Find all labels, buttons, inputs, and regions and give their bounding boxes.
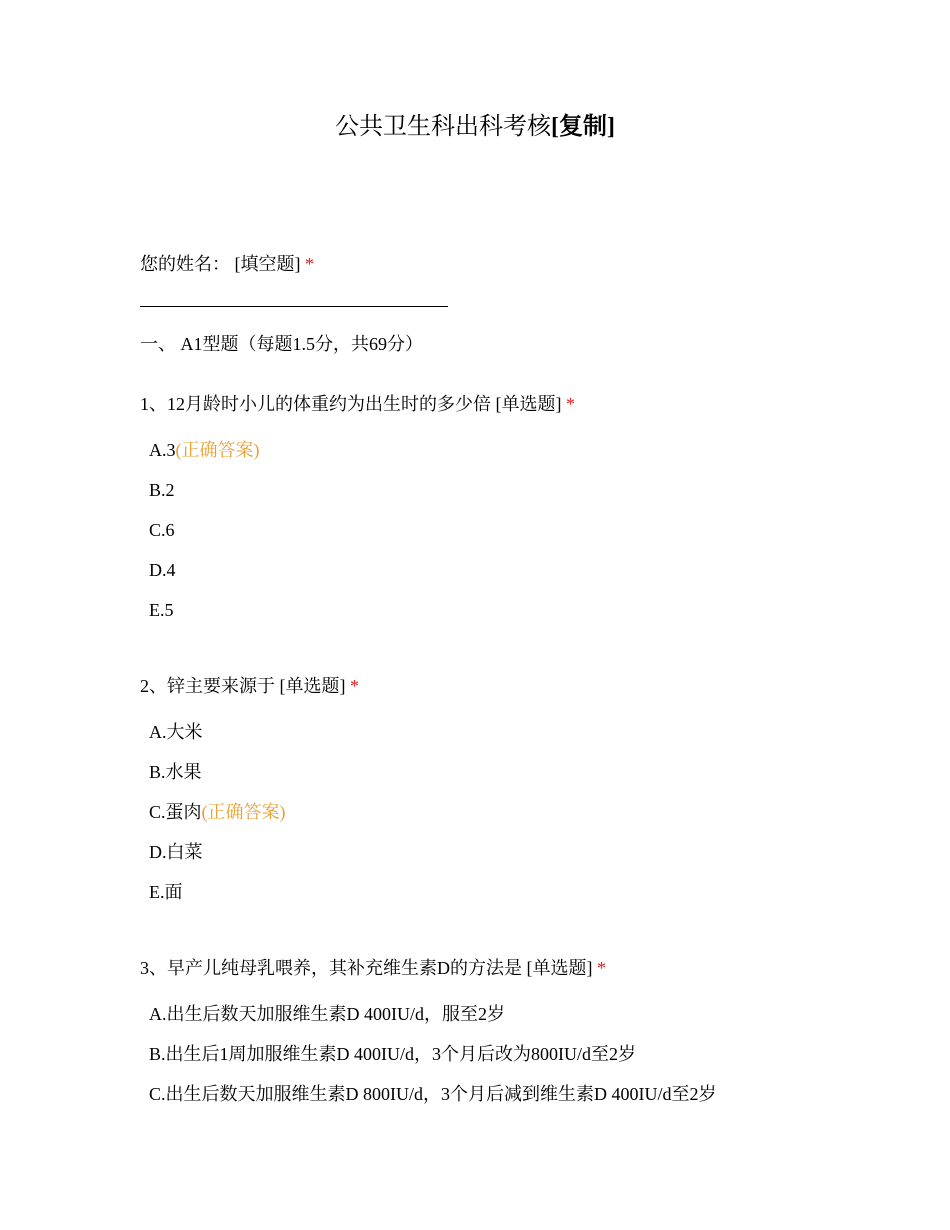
- required-mark: *: [566, 394, 575, 414]
- q2-option-e[interactable]: [149, 880, 183, 904]
- question-1: [140, 392, 575, 416]
- required-mark: *: [350, 676, 359, 696]
- question-type: [单选题]: [279, 676, 346, 696]
- name-question-label: [140, 252, 314, 276]
- option-label: B.出生后1周加服维生素D 400IU/d，3个月后改为800IU/d至2岁: [149, 1044, 636, 1064]
- option-label: C.6: [149, 520, 175, 540]
- q1-option-c[interactable]: [149, 518, 175, 542]
- option-label: C.蛋肉: [149, 802, 202, 822]
- question-2: [140, 674, 359, 698]
- option-label: B.2: [149, 480, 175, 500]
- option-label: D.4: [149, 560, 176, 580]
- required-mark: *: [305, 254, 314, 274]
- question-text: 3、早产儿纯母乳喂养，其补充维生素D的方法是: [140, 958, 522, 978]
- q2-option-b[interactable]: [149, 760, 202, 784]
- option-label: A.3: [149, 440, 176, 460]
- name-input-line[interactable]: [140, 306, 448, 307]
- title-suffix: [复制]: [551, 114, 615, 140]
- q3-option-b[interactable]: [149, 1042, 636, 1066]
- q2-option-a[interactable]: [149, 720, 203, 744]
- q3-option-c[interactable]: [149, 1082, 717, 1106]
- q3-option-a[interactable]: [149, 1002, 505, 1026]
- question-type: [单选题]: [495, 394, 562, 414]
- page-title: [0, 112, 950, 142]
- question-3: [140, 956, 606, 980]
- correct-answer-tag: (正确答案): [201, 802, 286, 822]
- question-text: 2、锌主要来源于: [140, 676, 275, 696]
- option-label: B.水果: [149, 762, 202, 782]
- q2-option-c[interactable]: [149, 800, 286, 824]
- option-label: C.出生后数天加服维生素D 800IU/d，3个月后减到维生素D 400IU/d至2岁: [149, 1084, 717, 1104]
- title-main: 公共卫生科出科考核: [335, 114, 551, 140]
- q1-option-a[interactable]: [149, 438, 260, 462]
- name-question-type: [填空题]: [234, 254, 301, 274]
- section-heading: 一、 A1型题（每题1.5分，共69分）: [140, 334, 423, 354]
- question-type: [单选题]: [526, 958, 593, 978]
- q1-option-e[interactable]: [149, 598, 174, 622]
- option-label: A.大米: [149, 722, 203, 742]
- q1-option-b[interactable]: [149, 478, 175, 502]
- question-text: 1、12月龄时小儿的体重约为出生时的多少倍: [140, 394, 491, 414]
- option-label: A.出生后数天加服维生素D 400IU/d，服至2岁: [149, 1004, 505, 1024]
- required-mark: *: [597, 958, 606, 978]
- q2-option-d[interactable]: [149, 840, 203, 864]
- option-label: E.5: [149, 600, 174, 620]
- option-label: E.面: [149, 882, 183, 902]
- option-label: D.白菜: [149, 842, 203, 862]
- name-question-text: 您的姓名：: [140, 254, 230, 274]
- q1-option-d[interactable]: [149, 558, 176, 582]
- correct-answer-tag: (正确答案): [175, 440, 260, 460]
